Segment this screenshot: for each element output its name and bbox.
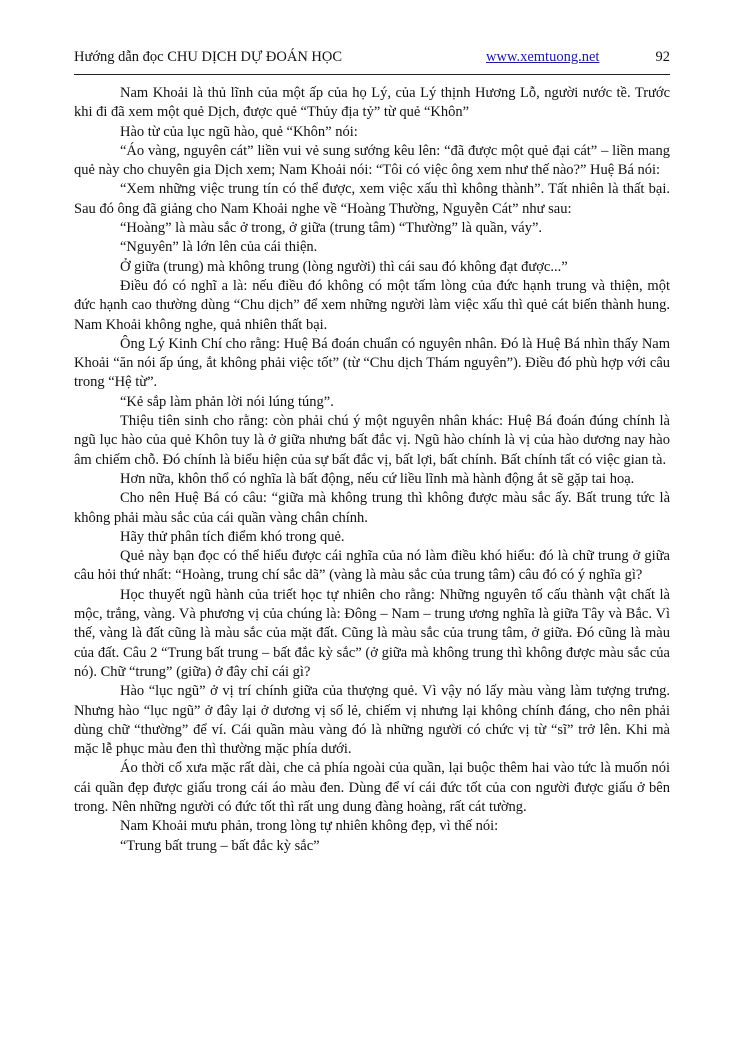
paragraph: Hãy thử phân tích điểm khó trong quẻ. xyxy=(120,528,345,545)
paragraph: Ở giữa (trung) mà không trung (lòng người) thì cái sau đó không đạt được...” xyxy=(120,258,568,275)
paragraph: “Trung bất trung – bất đắc kỳ sắc” xyxy=(120,837,320,854)
paragraph: Hào từ của lục ngũ hào, quẻ “Khôn” nói: xyxy=(120,123,358,140)
paragraph: Hào “lục ngũ” ở vị trí chính giữa của thượng quẻ. Vì vậy nó lấy màu vàng làm tượng trưng. Nhưng hào “lục ngũ” ở đây lại ở dương vị số lẻ, chiếm vị nhưng lại không chính đáng, cho nên phải dùng chữ “thường” để ví. Cái quần màu vàng đó là những người có chức vị từ “sĩ” trở lên. Khi mà mặc lễ phục màu đen thì thường mặc phía dưới. xyxy=(74,683,670,758)
paragraph: Quẻ này bạn đọc có thể hiểu được cái nghĩa của nó làm điều khó hiểu: đó là chữ trung ở giữa câu hỏi thứ nhất: “Hoàng, trung chí sắc dã” (vàng là màu sắc của trung tâm) câu đó có ý nghĩa gì? xyxy=(74,548,670,584)
paragraph: Nam Khoải là thủ lĩnh của một ấp của họ Lý, của Lý thịnh Hương Lỗ, người nước tề. Trước khi đi đã xem một quẻ Dịch, được quẻ “Thủy địa tỷ” từ quẻ “Khôn” xyxy=(74,85,670,121)
paragraph: Áo thời cổ xưa mặc rất dài, che cả phía ngoài của quần, lại buộc thêm hai vào tức là muốn nói cái quần đẹp được giấu trong cái áo màu đen. Dùng để ví cái đức tốt của con người được giấu ở bên trong. Nên những người có đức tốt thì rất ung dung đàng hoàng, rất cát tường. xyxy=(74,760,670,815)
paragraph: Nam Khoải mưu phản, trong lòng tự nhiên không đẹp, vì thế nói: xyxy=(120,818,499,835)
paragraph: Điều đó có nghĩ a là: nếu điều đó không có một tấm lòng của đức hạnh trung và thiện, một đức hạnh cao thường dùng “Chu dịch” để xem những người làm việc xấu thì quẻ cát biến thành hung. Nam Khoải không nghe, quả nhiên thất bại. xyxy=(74,277,670,333)
paragraph: Ông Lý Kinh Chí cho rằng: Huệ Bá đoán chuẩn có nguyên nhân. Đó là Huệ Bá nhìn thấy Nam Khoải “ăn nói ấp úng, ắt không phải việc tốt” (từ “Chu dịch Thám nguyên”). Điều đó phù hợp với câu trong “Hệ từ”. xyxy=(74,335,670,391)
website-link[interactable]: www.xemtuong.net xyxy=(486,49,600,65)
header-divider xyxy=(74,74,670,75)
paragraph: Học thuyết ngũ hành của triết học tự nhiên cho rằng: Những nguyên tố cấu thành vật chất là mộc, trắng, vàng. Và phương vị của chúng là: Đông – Nam – trung ương nghĩa là giữa Tây và Bắc. Vì thế, vàng là đất cũng là màu sắc của mặt đất. Cũng là màu sắc của trung tâm, ở giữa. Đó cũng là màu của đất. Câu 2 “Trung bất trung – bất đắc kỳ sắc” (ở giữa mà không trung thì không được màu sắc của nó). Chữ “trung” (giữa) ở đây chỉ cái gì? xyxy=(74,586,670,680)
paragraph: “Nguyên” là lớn lên của cái thiện. xyxy=(120,239,318,256)
paragraph: “Kẻ sắp làm phản lời nói lúng túng”. xyxy=(120,393,334,410)
paragraph: Cho nên Huệ Bá có câu: “giữa mà không trung thì không được màu sắc ấy. Bất trung tức là không phải màu sắc của cái quần vàng chân chính. xyxy=(74,490,670,526)
paragraph: “Hoàng” là màu sắc ở trong, ở giữa (trung tâm) “Thường” là quần, váy”. xyxy=(120,220,543,237)
page-number: 92 xyxy=(655,49,670,65)
page-header xyxy=(74,47,670,67)
paragraph: Thiệu tiên sinh cho rằng: còn phải chú ý một nguyên nhân khác: Huệ Bá đoán đúng chính là ngũ lục hào của quẻ Khôn tuy là ở giữa nhưng bất đắc vị. Ngũ hào chính là vị của hào dương nay hào âm chiếm chỗ. Đó chính là biểu hiện của sự bất đắc vị, bất lợi, bất chính. Bất chính tất có việc gian tà. xyxy=(74,413,670,468)
paragraph: Hơn nữa, khôn thổ có nghĩa là bất động, nếu cứ liều lĩnh mà hành động ắt sẽ gặp tai hoạ. xyxy=(120,470,635,487)
book-title: Hướng dẫn đọc CHU DỊCH DỰ ĐOÁN HỌC xyxy=(74,49,343,65)
paragraph: “Xem những việc trung tín có thể được, xem việc xấu thì không thành”. Tất nhiên là thất bại. Sau đó ông đã giảng cho Nam Khoải nghe về “Hoàng Thường, Nguyễn Cát” như sau: xyxy=(74,181,670,217)
page-body xyxy=(74,84,670,856)
paragraph: “Áo vàng, nguyên cát” liền vui vẻ sung sướng kêu lên: “đã được một quẻ đại cát” – liền mang quẻ này cho chuyên gia Dịch xem; Nam Khoải nói: “Tôi có việc ông xem như thế nào?” Huệ Bá nói: xyxy=(74,142,670,179)
